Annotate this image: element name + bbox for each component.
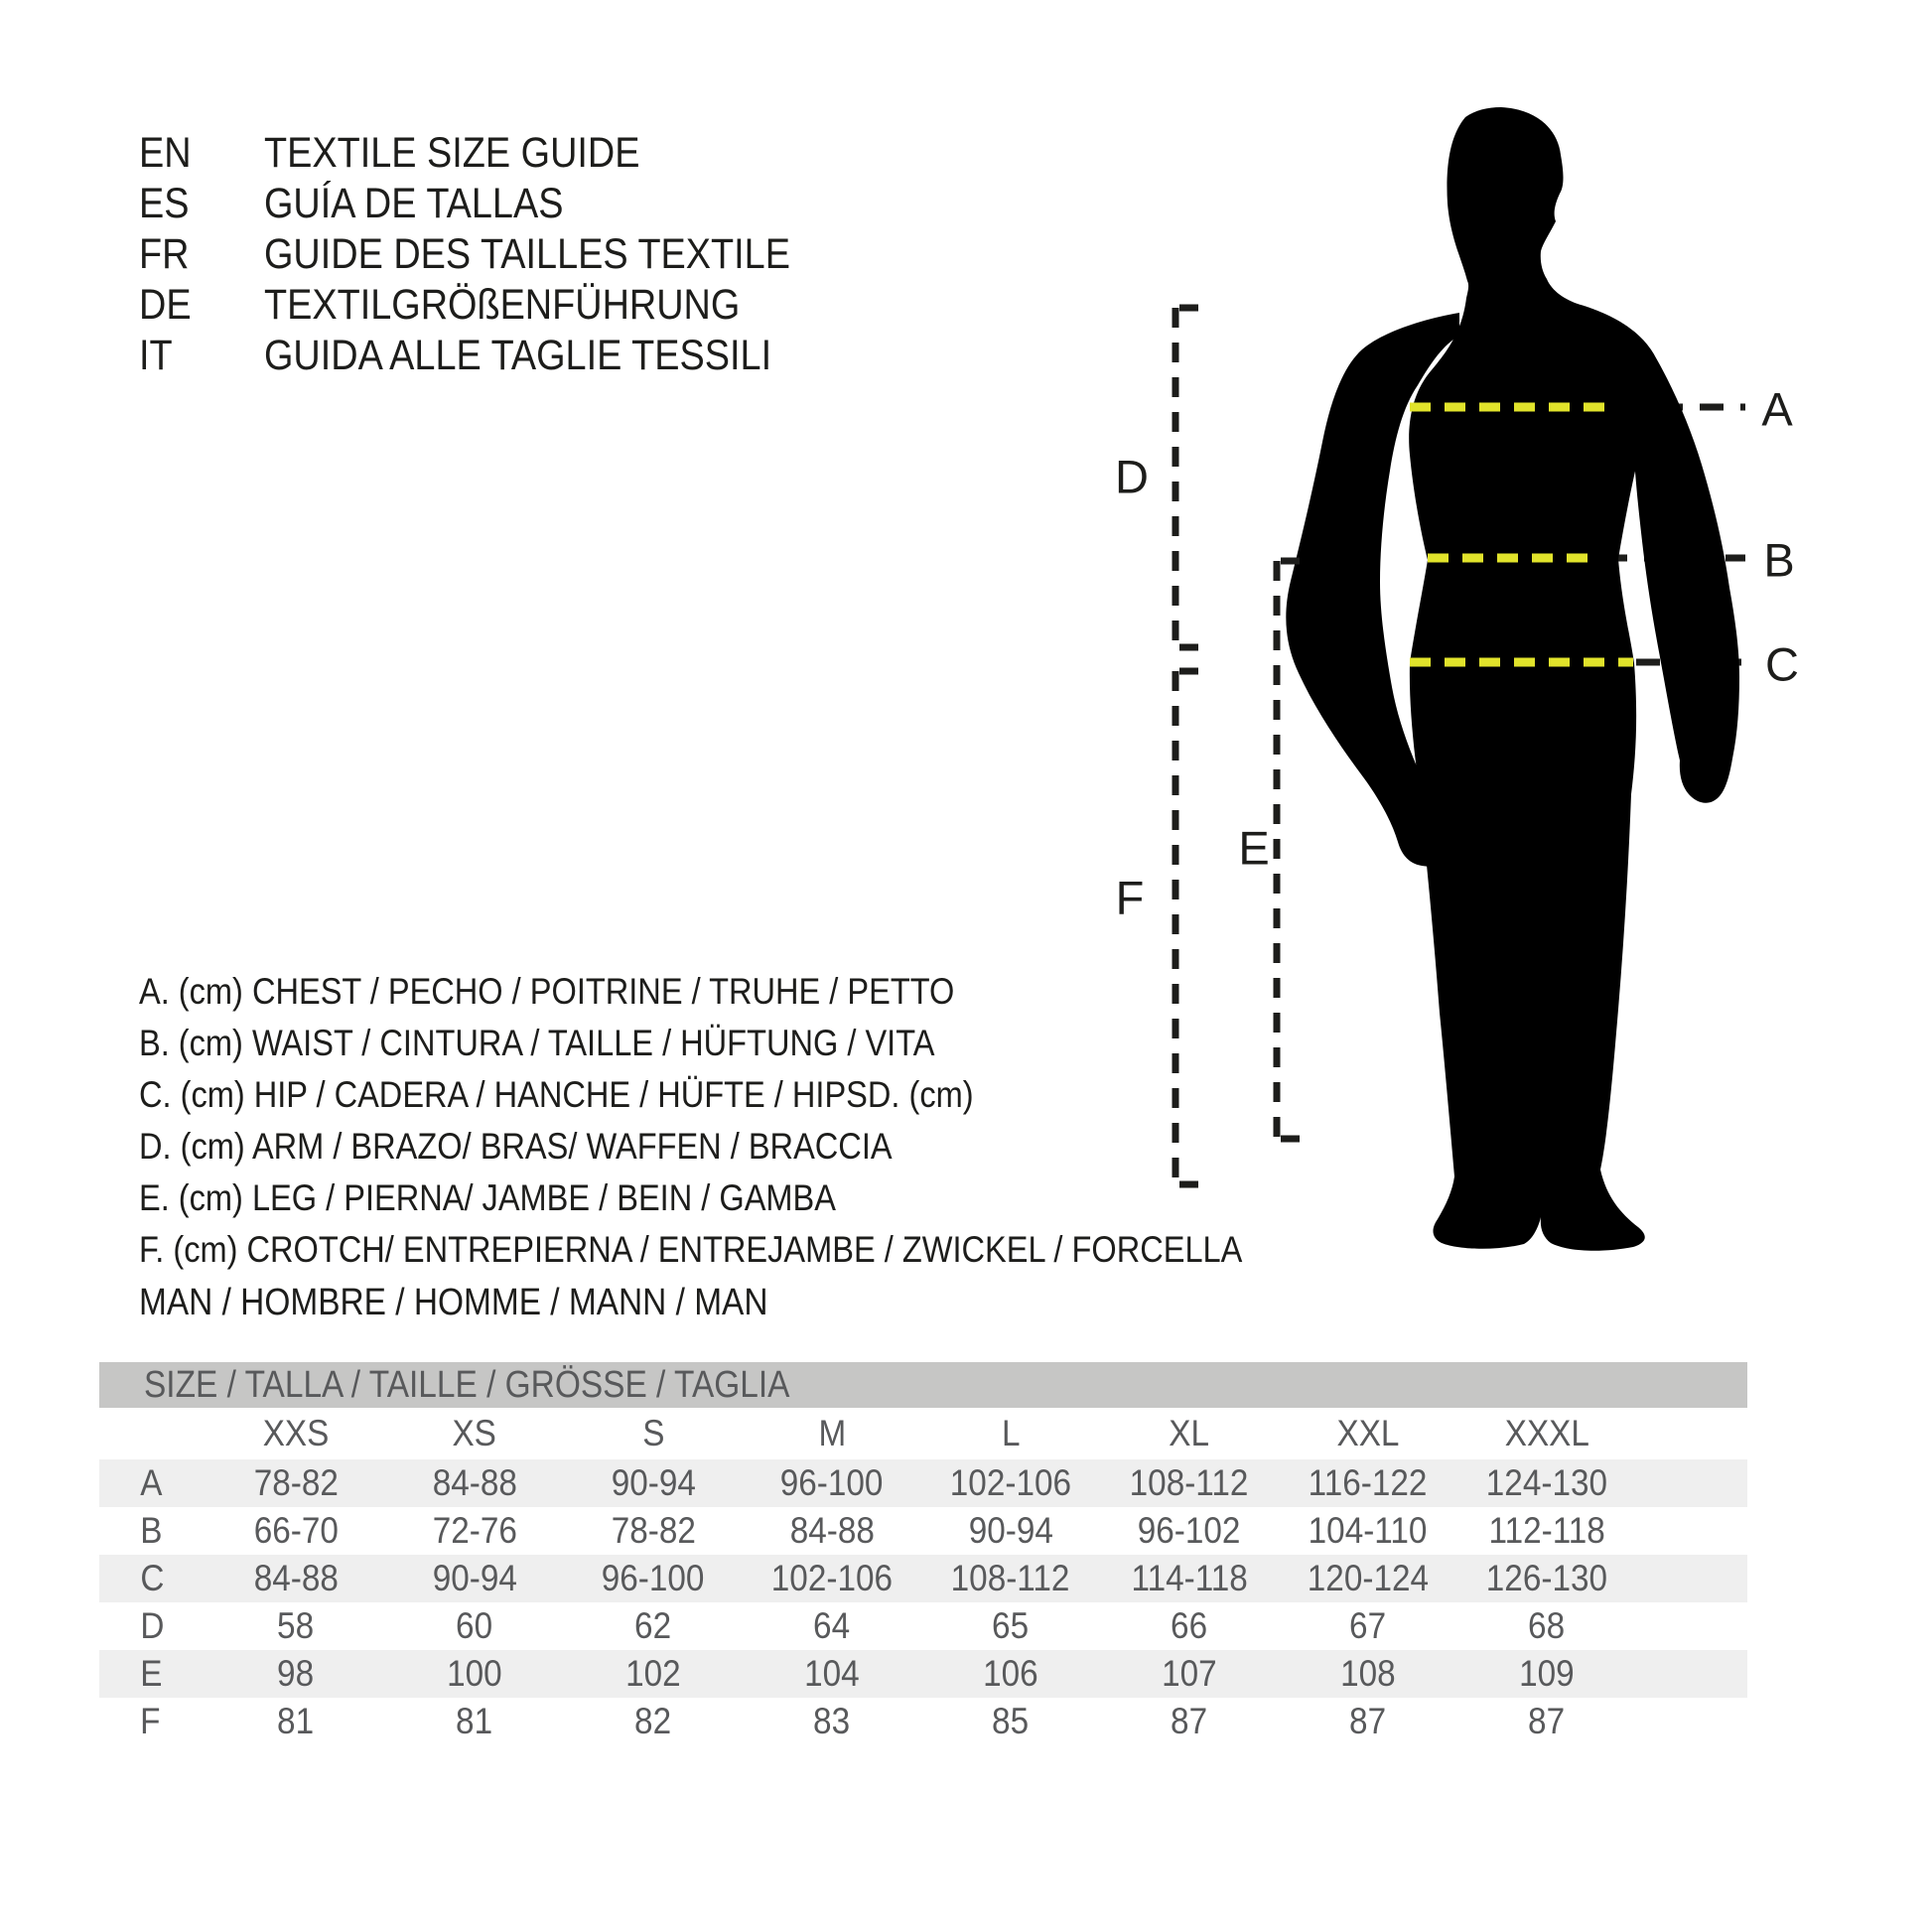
waist-label: B (1763, 533, 1795, 587)
row-label: C (140, 1558, 165, 1598)
legend-text: C. (cm) HIP / CADERA / HANCHE / HÜFTE / HIPSD. (cm) (139, 1074, 974, 1115)
legend-text: D. (cm) ARM / BRAZO/ BRAS/ WAFFEN / BRACCIA (139, 1126, 893, 1167)
table-cell: 78-82 (611, 1510, 696, 1551)
table-cell: 98 (277, 1653, 315, 1694)
table-cell: 81 (456, 1701, 493, 1741)
table-cell: 124-130 (1485, 1462, 1608, 1503)
table-row-arm (99, 1602, 1747, 1650)
size-column-header: XXXL (1504, 1413, 1589, 1453)
category-text: MAN / HOMBRE / HOMME / MANN / MAN (139, 1282, 768, 1323)
table-cell: 85 (992, 1701, 1030, 1741)
table-cell: 81 (277, 1701, 315, 1741)
table-cell: 90-94 (432, 1558, 517, 1598)
table-cell: 100 (447, 1653, 502, 1694)
guide-title: GUIDA ALLE TAGLIE TESSILI (263, 332, 772, 379)
row-label: D (140, 1605, 165, 1646)
size-table-header (99, 1362, 1747, 1408)
size-column-header: M (818, 1413, 846, 1453)
table-cell: 90-94 (611, 1462, 696, 1503)
table-cell: 84-88 (253, 1558, 339, 1598)
table-cell: 78-82 (253, 1462, 339, 1503)
legend-row-leg (139, 1173, 1393, 1224)
size-table (99, 1362, 1747, 1745)
table-row-hip (99, 1555, 1747, 1602)
table-cell: 62 (634, 1605, 672, 1646)
table-row-leg (99, 1650, 1747, 1698)
table-cell: 116-122 (1309, 1462, 1428, 1503)
legend-text: E. (cm) LEG / PIERNA/ JAMBE / BEIN / GAMBA (139, 1177, 836, 1218)
row-label: F (140, 1701, 161, 1741)
table-row-crotch (99, 1698, 1747, 1745)
measurement-legend (139, 966, 1393, 1276)
table-cell: 68 (1528, 1605, 1566, 1646)
size-column-header: XS (452, 1413, 497, 1453)
table-cell: 114-118 (1131, 1558, 1248, 1598)
legend-row-arm (139, 1121, 1393, 1173)
language-code: ES (139, 180, 190, 227)
table-cell: 65 (992, 1605, 1030, 1646)
language-code: DE (139, 281, 192, 329)
table-cell: 96-100 (602, 1558, 705, 1598)
table-cell: 102 (625, 1653, 681, 1694)
table-cell: 126-130 (1485, 1558, 1608, 1598)
size-header-row (99, 1408, 1747, 1459)
guide-title: GUIDE DES TAILLES TEXTILE (263, 230, 790, 278)
table-cell: 108-112 (1130, 1462, 1249, 1503)
legend-row-chest (139, 966, 1393, 1018)
table-row-waist (99, 1507, 1747, 1555)
table-cell: 64 (813, 1605, 851, 1646)
table-row-chest (99, 1459, 1747, 1507)
language-code: FR (139, 230, 190, 278)
silhouette-body (1409, 107, 1656, 1251)
table-cell: 84-88 (789, 1510, 875, 1551)
language-code: IT (139, 332, 173, 379)
legend-text: B. (cm) WAIST / CINTURA / TAILLE / HÜFTUNG / VITA (139, 1023, 935, 1063)
table-cell: 104-110 (1309, 1510, 1428, 1551)
size-column-header: L (1001, 1413, 1021, 1453)
table-cell: 96-100 (780, 1462, 884, 1503)
guide-title: TEXTILE SIZE GUIDE (263, 129, 640, 177)
legend-row-waist (139, 1018, 1393, 1069)
legend-row-hip (139, 1069, 1393, 1121)
legend-text: A. (cm) CHEST / PECHO / POITRINE / TRUHE / PETTO (139, 971, 955, 1012)
table-cell: 82 (634, 1701, 672, 1741)
table-cell: 106 (983, 1653, 1038, 1694)
table-cell: 112-118 (1488, 1510, 1605, 1551)
size-column-header: S (641, 1413, 665, 1453)
table-cell: 83 (813, 1701, 851, 1741)
chest-label: A (1761, 382, 1793, 436)
table-cell: 120-124 (1307, 1558, 1430, 1598)
table-cell: 90-94 (968, 1510, 1053, 1551)
table-cell: 66-70 (253, 1510, 339, 1551)
size-table-header-text: SIZE / TALLA / TAILLE / GRÖSSE / TAGLIA (144, 1364, 790, 1406)
guide-title: TEXTILGRÖßENFÜHRUNG (263, 281, 741, 329)
table-cell: 104 (804, 1653, 860, 1694)
table-cell: 72-76 (432, 1510, 517, 1551)
row-label: B (140, 1510, 163, 1551)
table-cell: 102-106 (770, 1558, 894, 1598)
leg-label: E (1238, 821, 1270, 875)
arm-length-line (1175, 308, 1198, 647)
table-cell: 109 (1519, 1653, 1575, 1694)
table-cell: 107 (1162, 1653, 1217, 1694)
table-cell: 87 (1349, 1701, 1387, 1741)
table-cell: 96-102 (1138, 1510, 1241, 1551)
size-column-header: XXS (262, 1413, 330, 1453)
row-label: E (140, 1653, 163, 1694)
language-code: EN (139, 129, 192, 177)
size-column-header: XXL (1336, 1413, 1400, 1453)
category-line (139, 1277, 854, 1328)
table-cell: 66 (1171, 1605, 1208, 1646)
crotch-label: F (1115, 871, 1145, 924)
table-cell: 58 (277, 1605, 315, 1646)
table-cell: 108-112 (951, 1558, 1070, 1598)
guide-title: GUÍA DE TALLAS (263, 180, 564, 227)
table-cell: 102-106 (949, 1462, 1072, 1503)
table-cell: 108 (1340, 1653, 1396, 1694)
legend-text: F. (cm) CROTCH/ ENTREPIERNA / ENTREJAMBE / ZWICKEL / FORCELLA (139, 1229, 1243, 1270)
row-label: A (140, 1462, 163, 1503)
table-cell: 87 (1528, 1701, 1566, 1741)
legend-row-crotch (139, 1224, 1393, 1276)
hip-label: C (1765, 637, 1799, 691)
table-cell: 60 (456, 1605, 493, 1646)
arm-label: D (1115, 450, 1149, 503)
table-cell: 84-88 (432, 1462, 517, 1503)
table-cell: 87 (1171, 1701, 1208, 1741)
size-column-header: XL (1169, 1413, 1210, 1453)
table-cell: 67 (1349, 1605, 1387, 1646)
